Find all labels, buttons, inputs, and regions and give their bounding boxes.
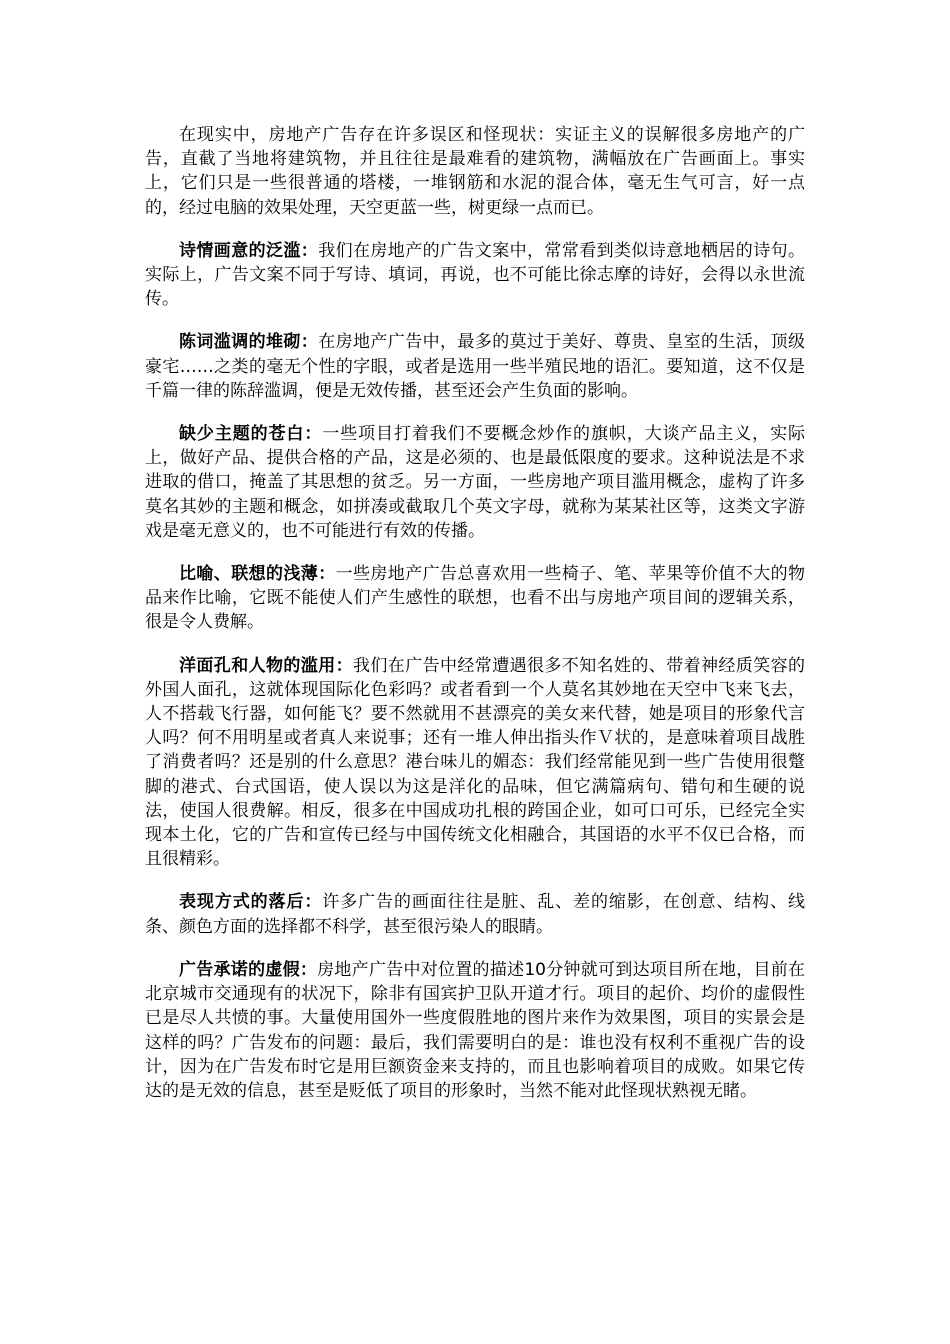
paragraph-heading: 缺少主题的苍白：: [179, 424, 323, 445]
paragraph-text: 我们在广告中经常遭遇很多不知名姓的、带着神经质笑容的外国人面孔，这就体现国际化色彩吗？或者看到一个人莫名其妙地在天空中飞来飞去，人不搭载飞行器，如何能飞？要不然就用不甚漂亮的美女来代替，她是项目的形象代言人吗？何不用明星或者真人来说事；还有一堆人伸出指头作Ｖ状的，是意味着项目战胜了消费者吗？还是别的什么意思？港台味儿的媚态：我们经常能见到一些广告使用很蹩脚的港式、台式国语，使人误以为这是洋化的品味，但它满篇病句、错句和生硬的说法，使国人很费解。相反，很多在中国成功扎根的跨国企业，如可口可乐，已经完全实现本土化，它的广告和宣传已经与中国传统文化相融合，其国语的水平不仅已合格，而且很精彩。: [145, 655, 805, 870]
paragraph-false-promises: [145, 958, 805, 1103]
paragraph-heading: 陈词滥调的堆砌：: [179, 332, 319, 353]
paragraph-text: 在现实中，房地产广告存在许多误区和怪现状：实证主义的误解很多房地产的广告，直截了当地将建筑物，并且往往是最难看的建筑物，满幅放在广告画面上。事实上，它们只是一些很普通的塔楼，一堆钢筋和水泥的混合体，毫无生气可言，好一点的，经过电脑的效果处理，天空更蓝一些，树更绿一点而已。: [145, 125, 805, 218]
paragraph-foreign-faces: [145, 654, 805, 872]
paragraph-shallow-metaphor: [145, 562, 805, 635]
paragraph-text: 我们在房地产的广告文案中，常常看到类似诗意地栖居的诗句。实际上，广告文案不同于写诗、填词，再说，也不可能比徐志摩的诗好，会得以永世流传。: [145, 240, 806, 310]
paragraph-heading: 洋面孔和人物的滥用：: [179, 655, 353, 676]
paragraph-poetic-excess: [145, 239, 805, 312]
paragraph-heading: 诗情画意的泛滥：: [179, 240, 319, 261]
paragraph-text: 在房地产广告中，最多的莫过于美好、尊贵、皇室的生活，顶级豪宅……之类的毫无个性的字眼，或者是选用一些半殖民地的语汇。要知道，这不仅是千篇一律的陈辞滥调，便是无效传播，甚至还会产生负面的影响。: [145, 332, 806, 401]
paragraph-outdated-style: [145, 890, 805, 938]
paragraph-no-theme: [145, 422, 805, 543]
paragraph-intro: [145, 123, 805, 220]
paragraph-cliches: [145, 330, 805, 403]
paragraph-text: 一些房地产广告总喜欢用一些椅子、笔、苹果等价值不大的物品来作比喻，它既不能使人们产生感性的联想，也看不出与房地产项目间的逻辑关系，很是令人费解。: [145, 564, 806, 633]
document-body: [145, 123, 805, 1122]
paragraph-text: 许多广告的画面往往是脏、乱、差的缩影，在创意、结构、线条、颜色方面的选择都不科学，甚至很污染人的眼睛。: [145, 892, 806, 937]
paragraph-heading: 表现方式的落后：: [179, 892, 323, 913]
paragraph-heading: 比喻、联想的浅薄：: [179, 564, 336, 585]
paragraph-text: 房地产广告中对位置的描述10分钟就可到达项目所在地，目前在北京城市交通现有的状况下，除非有国宾护卫队开道才行。项目的起价、均价的虚假性已是尽人共愤的事。大量使用国外一些度假胜地的图片来作为效果图，项目的实景会是这样的吗？广告发布的问题：最后，我们需要明白的是：谁也没有权利不重视广告的设计，因为在广告发布时它是用巨额资金来支持的，而且也影响着项目的成败。如果它传达的是无效的信息，甚至是贬低了项目的形象时，当然不能对此怪现状熟视无睹。: [145, 959, 805, 1101]
paragraph-text: 一些项目打着我们不要概念炒作的旗帜，大谈产品主义，实际上，做好产品、提供合格的产品，这是必须的、也是最低限度的要求。这种说法是不求进取的借口，掩盖了其思想的贫乏。另一方面，一些房地产项目滥用概念，虚构了许多莫名其妙的主题和概念，如拼凑或截取几个英文字母，就称为某某社区等，这类文字游戏是毫无意义的，也不可能进行有效的传播。: [145, 424, 806, 541]
paragraph-heading: 广告承诺的虚假：: [179, 959, 318, 980]
